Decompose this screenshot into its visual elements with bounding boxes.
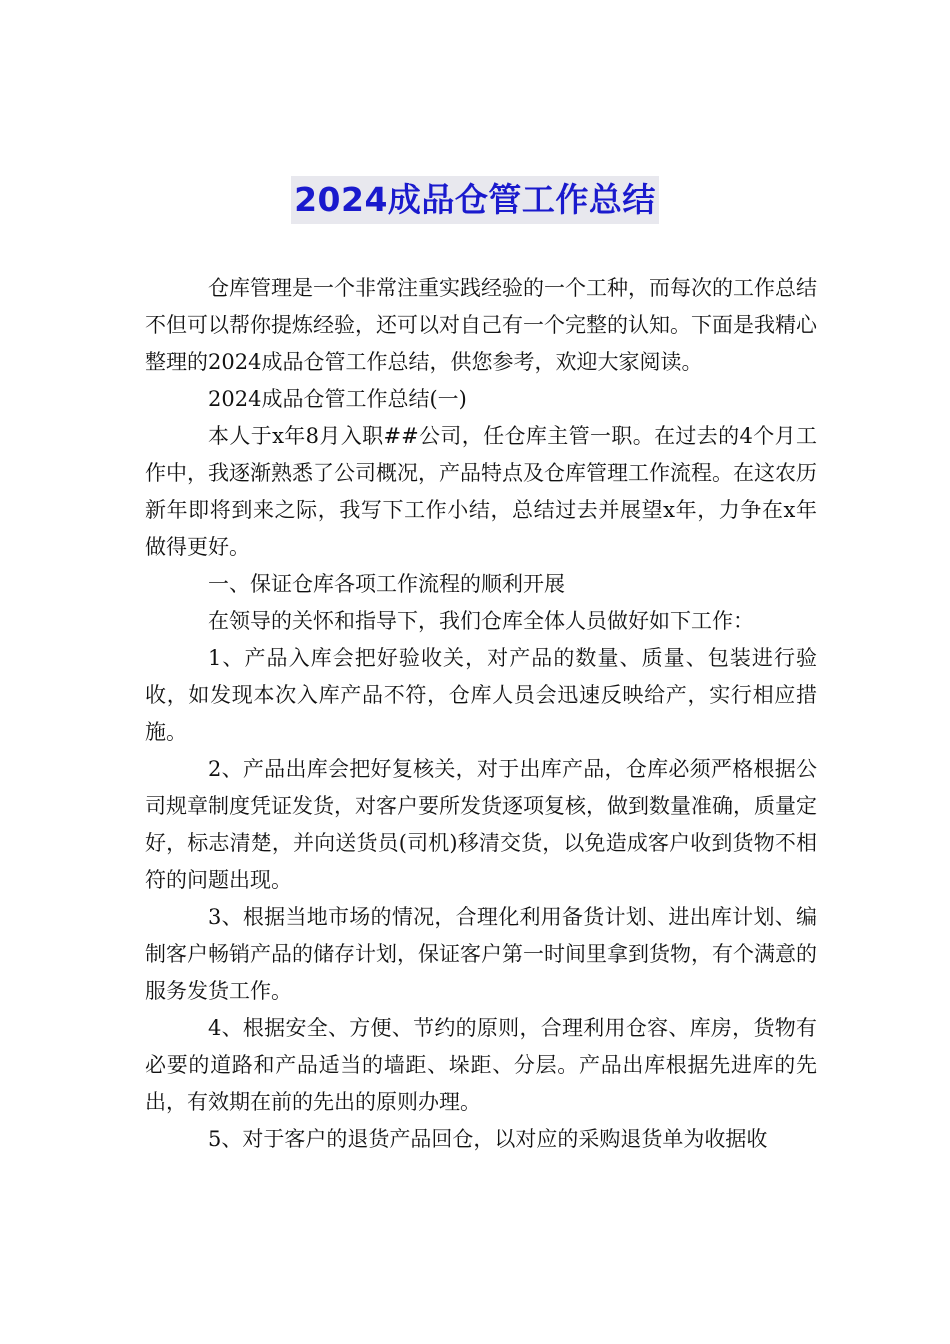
item-3-paragraph: 3、根据当地市场的情况，合理化利用备货计划、进出库计划、编制客户畅销产品的储存计划，保证客户第一时间里拿到货物，有个满意的服务发货工作。 (145, 905, 817, 1003)
item-5-paragraph: 5、对于客户的退货产品回仓，以对应的采购退货单为收据收 (208, 1127, 768, 1151)
item-2-paragraph: 2、产品出库会把好复核关，对于出库产品，仓库必须严格根据公司规章制度凭证发货，对客户要所发货逐项复核，做到数量准确，质量定好，标志清楚，并向送货员(司机)移清交货，以免造成客户收到货物不相符的问题出现。 (145, 757, 817, 892)
self-introduction-paragraph: 本人于x年8月入职##公司，任仓库主管一职。在过去的4个月工作中，我逐渐熟悉了公司概况，产品特点及仓库管理工作流程。在这农历新年即将到来之际，我写下工作小结，总结过去并展望x年，力争在x年做得更好。 (145, 424, 817, 559)
section-heading-workflow: 一、保证仓库各项工作流程的顺利开展 (208, 572, 565, 596)
document-title: 2024成品仓管工作总结 (291, 176, 659, 224)
item-1-paragraph: 1、产品入库会把好验收关，对产品的数量、质量、包装进行验收，如发现本次入库产品不符，仓库人员会迅速反映给产，实行相应措施。 (145, 646, 817, 744)
title-container (0, 176, 950, 224)
intro-paragraph: 仓库管理是一个非常注重实践经验的一个工种，而每次的工作总结不但可以帮你提炼经验，还可以对自己有一个完整的认知。下面是我精心整理的2024成品仓管工作总结，供您参考，欢迎大家阅读。 (145, 276, 817, 374)
section-title-part-one: 2024成品仓管工作总结(一) (208, 387, 467, 411)
workflow-lead-paragraph: 在领导的关怀和指导下，我们仓库全体人员做好如下工作： (208, 609, 754, 633)
document-body (145, 270, 817, 1158)
item-4-paragraph: 4、根据安全、方便、节约的原则，合理利用仓容、库房，货物有必要的道路和产品适当的墙距、垛距、分层。产品出库根据先进库的先出，有效期在前的先出的原则办理。 (145, 1016, 817, 1114)
